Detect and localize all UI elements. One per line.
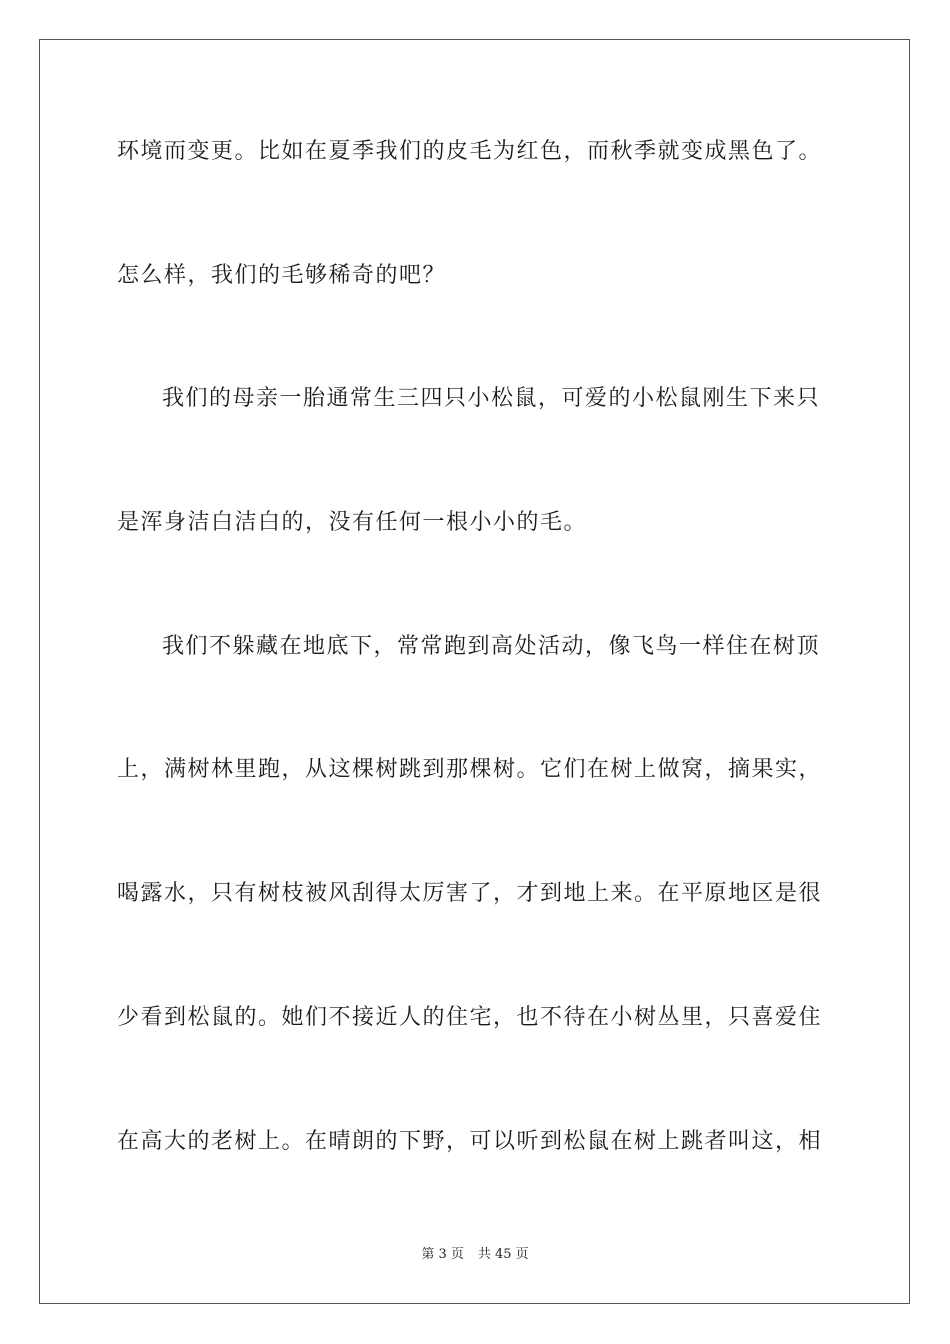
paragraph-start-line: 我们的母亲一胎通常生三四只小松鼠，可爱的小松鼠刚生下来只 <box>162 386 821 411</box>
text-line: 怎么样，我们的毛够稀奇的吧？ <box>117 263 447 288</box>
text-line: 少看到松鼠的。她们不接近人的住宅，也不待在小树丛里，只喜爱住 <box>117 1005 823 1030</box>
text-line: 是浑身洁白洁白的，没有任何一根小小的毛。 <box>117 510 588 535</box>
page-total: 共 45 页 <box>477 1247 529 1262</box>
page-border <box>39 39 910 1304</box>
text-line: 上，满树林里跑，从这棵树跳到那棵树。它们在树上做窝，摘果实， <box>117 757 823 782</box>
text-line: 在高大的老树上。在晴朗的下野，可以听到松鼠在树上跳者叫这，相 <box>117 1129 823 1154</box>
page-number: 第 3 页 <box>421 1247 464 1262</box>
text-line: 环境而变更。比如在夏季我们的皮毛为红色，而秋季就变成黑色了。 <box>117 139 823 164</box>
page-footer <box>0 1246 950 1264</box>
paragraph-start-line: 我们不躲藏在地底下，常常跑到高处活动，像飞鸟一样住在树顶 <box>162 634 821 659</box>
text-line: 喝露水，只有树枝被风刮得太厉害了，才到地上来。在平原地区是很 <box>117 881 823 906</box>
